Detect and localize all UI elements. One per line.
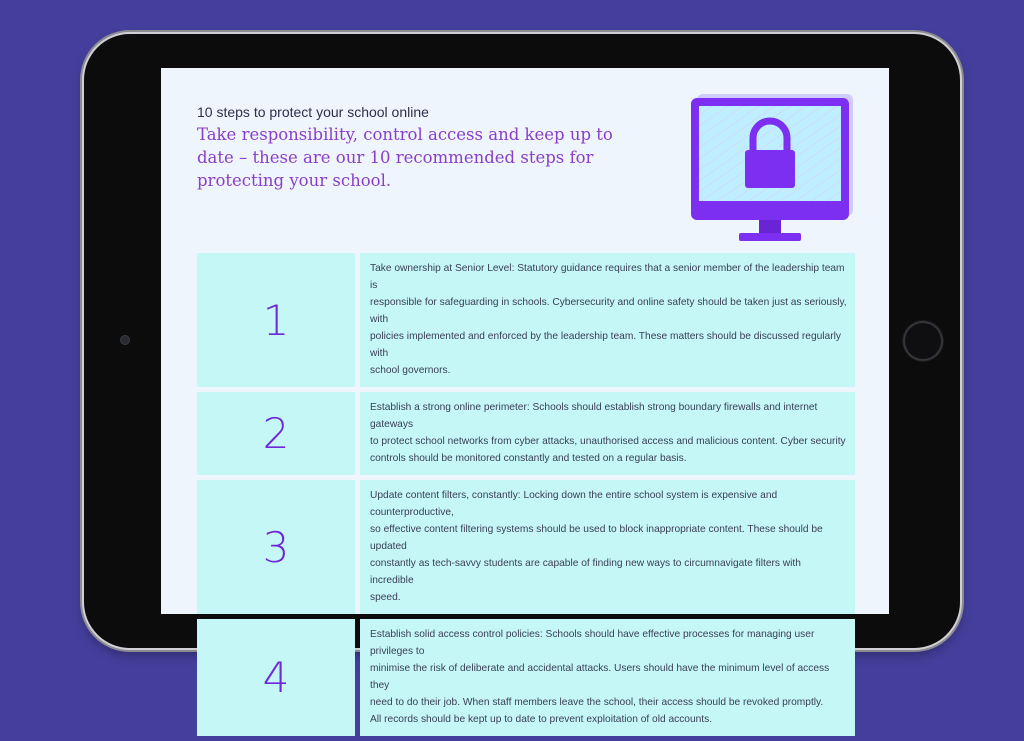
step-description: [360, 392, 855, 475]
step-text-line: All records should be kept up to date to prevent exploitation of old accounts.: [370, 714, 713, 725]
step-text-line: responsible for safeguarding in schools. Cybersecurity and online safety should be taken just as seriously, with: [370, 297, 847, 325]
monitor-lock-icon: [687, 90, 857, 248]
step-number: 4: [197, 619, 355, 736]
step-text-line: need to do their job. When staff members leave the school, their access should be revoked promptly.: [370, 697, 824, 708]
step-text-line: Establish a strong online perimeter: Schools should establish strong boundary firewalls and internet gateways: [370, 402, 818, 430]
step-text-line: school governors.: [370, 365, 451, 376]
step-text-line: so effective content filtering systems should be used to block inappropriate content. These should be updated: [370, 524, 823, 552]
page-headline: Take responsibility, control access and keep up to date – these are our 10 recommended steps for protecting your school.: [197, 125, 613, 190]
step-text-line: to protect school networks from cyber attacks, unauthorised access and malicious content. Cyber security: [370, 436, 846, 447]
step-text-line: Update content filters, constantly: Locking down the entire school system is expensive and counterproductive,: [370, 490, 778, 518]
step-description: [360, 253, 855, 387]
home-button[interactable]: [903, 321, 943, 361]
step-item: [197, 253, 855, 387]
step-number: 3: [197, 480, 355, 614]
camera-icon: [121, 336, 129, 344]
step-item: [197, 392, 855, 475]
step-number: 1: [197, 253, 355, 387]
step-text-line: constantly as tech-savvy students are capable of finding new ways to circumnavigate filters with incredible: [370, 558, 801, 586]
step-item: [197, 480, 855, 614]
step-text-line: Establish solid access control policies: Schools should have effective processes for managing user privileges to: [370, 629, 815, 657]
step-text-line: policies implemented and enforced by the leadership team. These matters should be discussed regularly with: [370, 331, 841, 359]
tablet-screen: [161, 68, 889, 725]
step-text-line: minimise the risk of deliberate and accidental attacks. Users should have the minimum level of access they: [370, 663, 830, 691]
steps-list: [197, 253, 855, 741]
page-kicker: 10 steps to protect your school online: [197, 104, 429, 120]
step-text-line: controls should be monitored constantly and tested on a regular basis.: [370, 453, 687, 464]
step-description: [360, 480, 855, 614]
step-item: [197, 619, 855, 736]
step-text-line: speed.: [370, 592, 401, 603]
step-description: [360, 619, 855, 736]
step-text-line: Take ownership at Senior Level: Statutory guidance requires that a senior member of the leadership team is: [370, 263, 845, 291]
step-number: 2: [197, 392, 355, 475]
